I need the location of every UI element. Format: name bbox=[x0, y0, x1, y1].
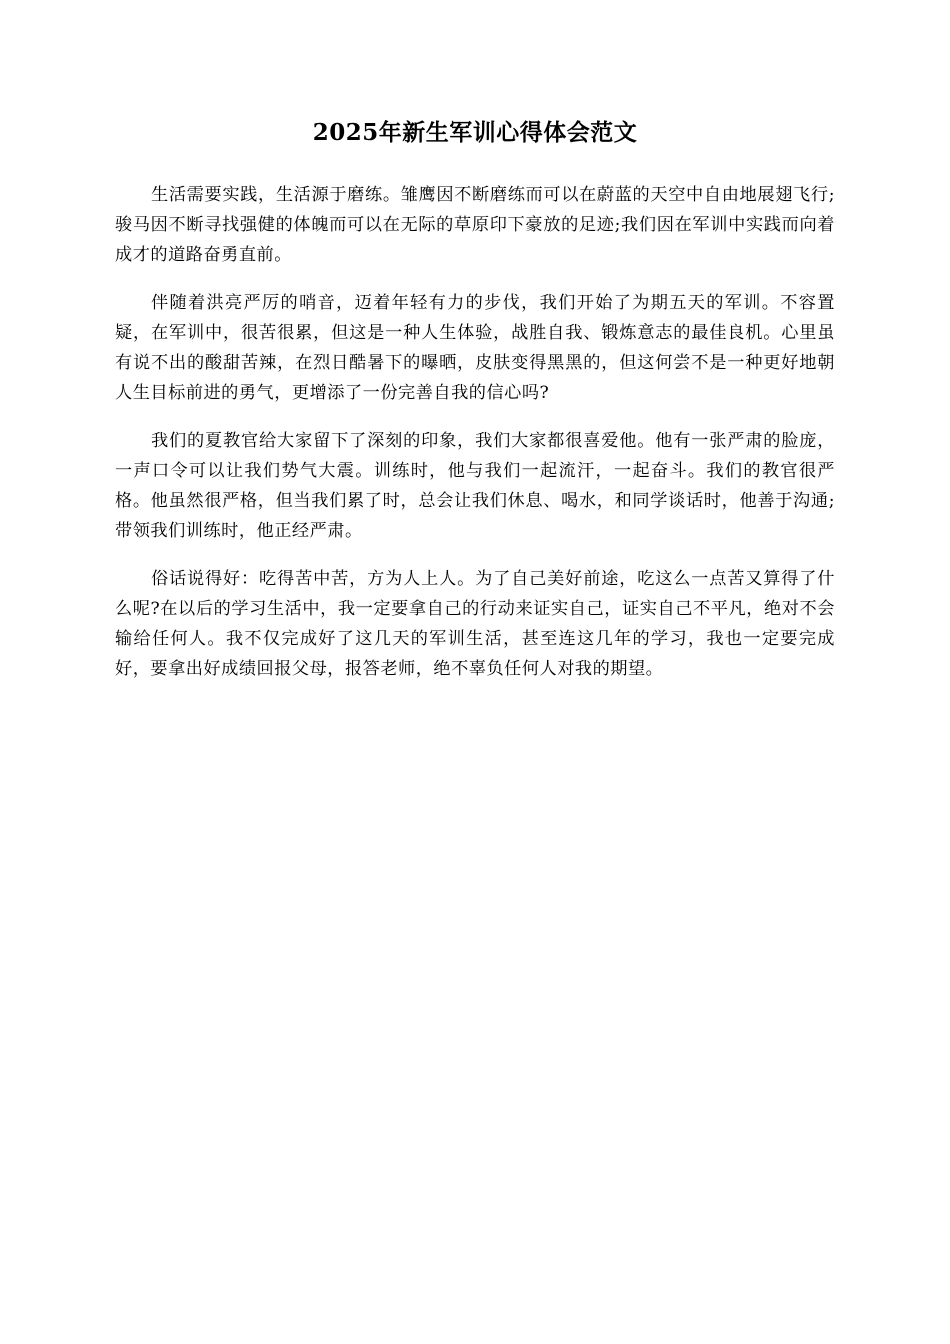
paragraph-1: 生活需要实践，生活源于磨练。雏鹰因不断磨练而可以在蔚蓝的天空中自由地展翅飞行;骏马因不断寻找强健的体魄而可以在无际的草原印下豪放的足迹;我们因在军训中实践而向着成才的道路奋勇直前。 bbox=[115, 185, 835, 265]
document-body bbox=[115, 180, 835, 702]
paragraph-2: 伴随着洪亮严厉的哨音，迈着年轻有力的步伐，我们开始了为期五天的军训。不容置疑，在军训中，很苦很累，但这是一种人生体验，战胜自我、锻炼意志的最佳良机。心里虽有说不出的酸甜苦辣，在烈日酷暑下的曝晒，皮肤变得黑黑的，但这何尝不是一种更好地朝人生目标前进的勇气，更增添了一份完善自我的信心吗? bbox=[115, 293, 835, 403]
paragraph-3: 我们的夏教官给大家留下了深刻的印象，我们大家都很喜爱他。他有一张严肃的脸庞，一声口令可以让我们势气大震。训练时，他与我们一起流汗，一起奋斗。我们的教官很严格。他虽然很严格，但当我们累了时，总会让我们休息、喝水，和同学谈话时，他善于沟通;带领我们训练时，他正经严肃。 bbox=[115, 431, 835, 541]
document-title: 2025年新生军训心得体会范文 bbox=[312, 119, 638, 146]
paragraph-4: 俗话说得好：吃得苦中苦，方为人上人。为了自己美好前途，吃这么一点苦又算得了什么呢?在以后的学习生活中，我一定要拿自己的行动来证实自己，证实自己不平凡，绝对不会输给任何人。我不仅完成好了这几天的军训生活，甚至连这几年的学习，我也一定要完成好，要拿出好成绩回报父母，报答老师，绝不辜负任何人对我的期望。 bbox=[115, 569, 835, 679]
